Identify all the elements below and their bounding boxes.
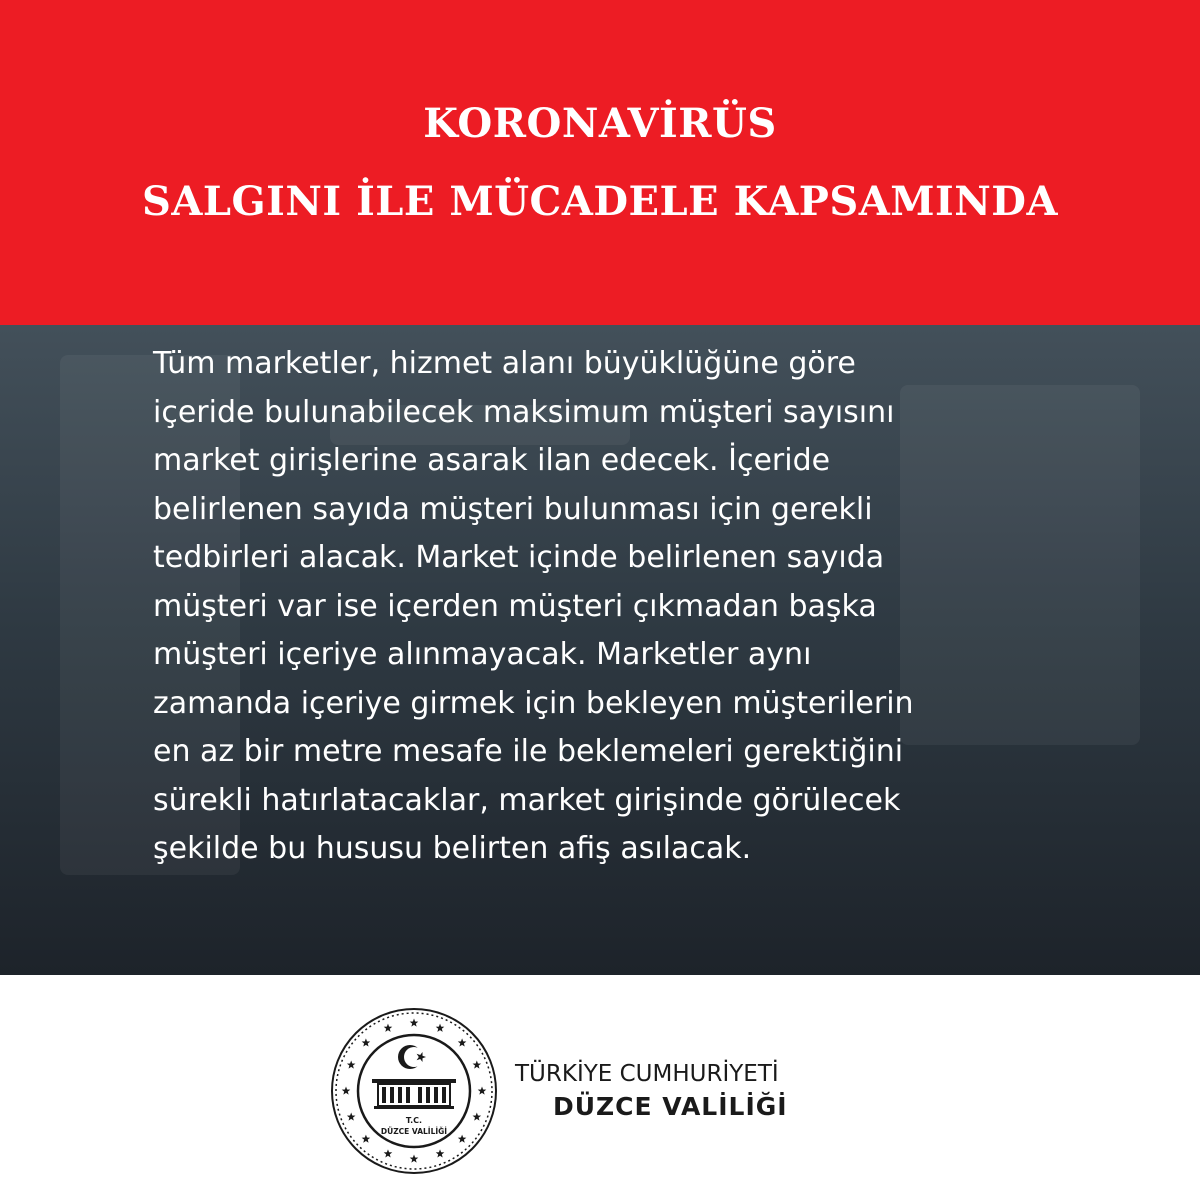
text-line: içeride bulunabilecek maksimum müşteri sayısını <box>153 394 895 430</box>
text-line: müşteri içeriye alınmayacak. Marketler aynı <box>153 637 812 672</box>
organization-name <box>515 1058 788 1124</box>
seal-text-bottom: DÜZCE VALİLİĞİ <box>380 1127 448 1136</box>
org-line-2: DÜZCE VALİLİĞİ <box>553 1092 788 1121</box>
org-line-1: TÜRKİYE CUMHURİYETİ <box>515 1061 779 1087</box>
announcement-text <box>153 340 1153 874</box>
text-line: zamanda içeriye girmek için bekleyen müşterilerin <box>153 685 914 721</box>
header-banner <box>0 0 1200 325</box>
text-line: market girişlerine asarak ilan edecek. İçeride <box>153 443 831 478</box>
text-line: en az bir metre mesafe ile beklemeleri gerektiğini <box>153 734 904 769</box>
text-line: sürekli hatırlatacaklar, market girişinde görülecek <box>153 782 901 818</box>
footer <box>0 975 1200 1200</box>
text-line: müşteri var ise içerden müşteri çıkmadan başka <box>153 588 877 624</box>
title-line-2: SALGINI İLE MÜCADELE KAPSAMINDA <box>141 177 1059 225</box>
duzce-valiligi-seal-icon <box>330 1007 498 1175</box>
seal-text-top: T.C. <box>405 1116 423 1125</box>
title-line-1: KORONAVİRÜS <box>423 99 777 147</box>
text-line: Tüm marketler, hizmet alanı büyüklüğüne göre <box>153 346 856 381</box>
text-line: belirlenen sayıda müşteri bulunması için gerekli <box>153 491 873 527</box>
text-line: tedbirleri alacak. Market içinde belirlenen sayıda <box>153 540 885 575</box>
text-line: şekilde bu hususu belirten afiş asılacak. <box>153 831 752 866</box>
